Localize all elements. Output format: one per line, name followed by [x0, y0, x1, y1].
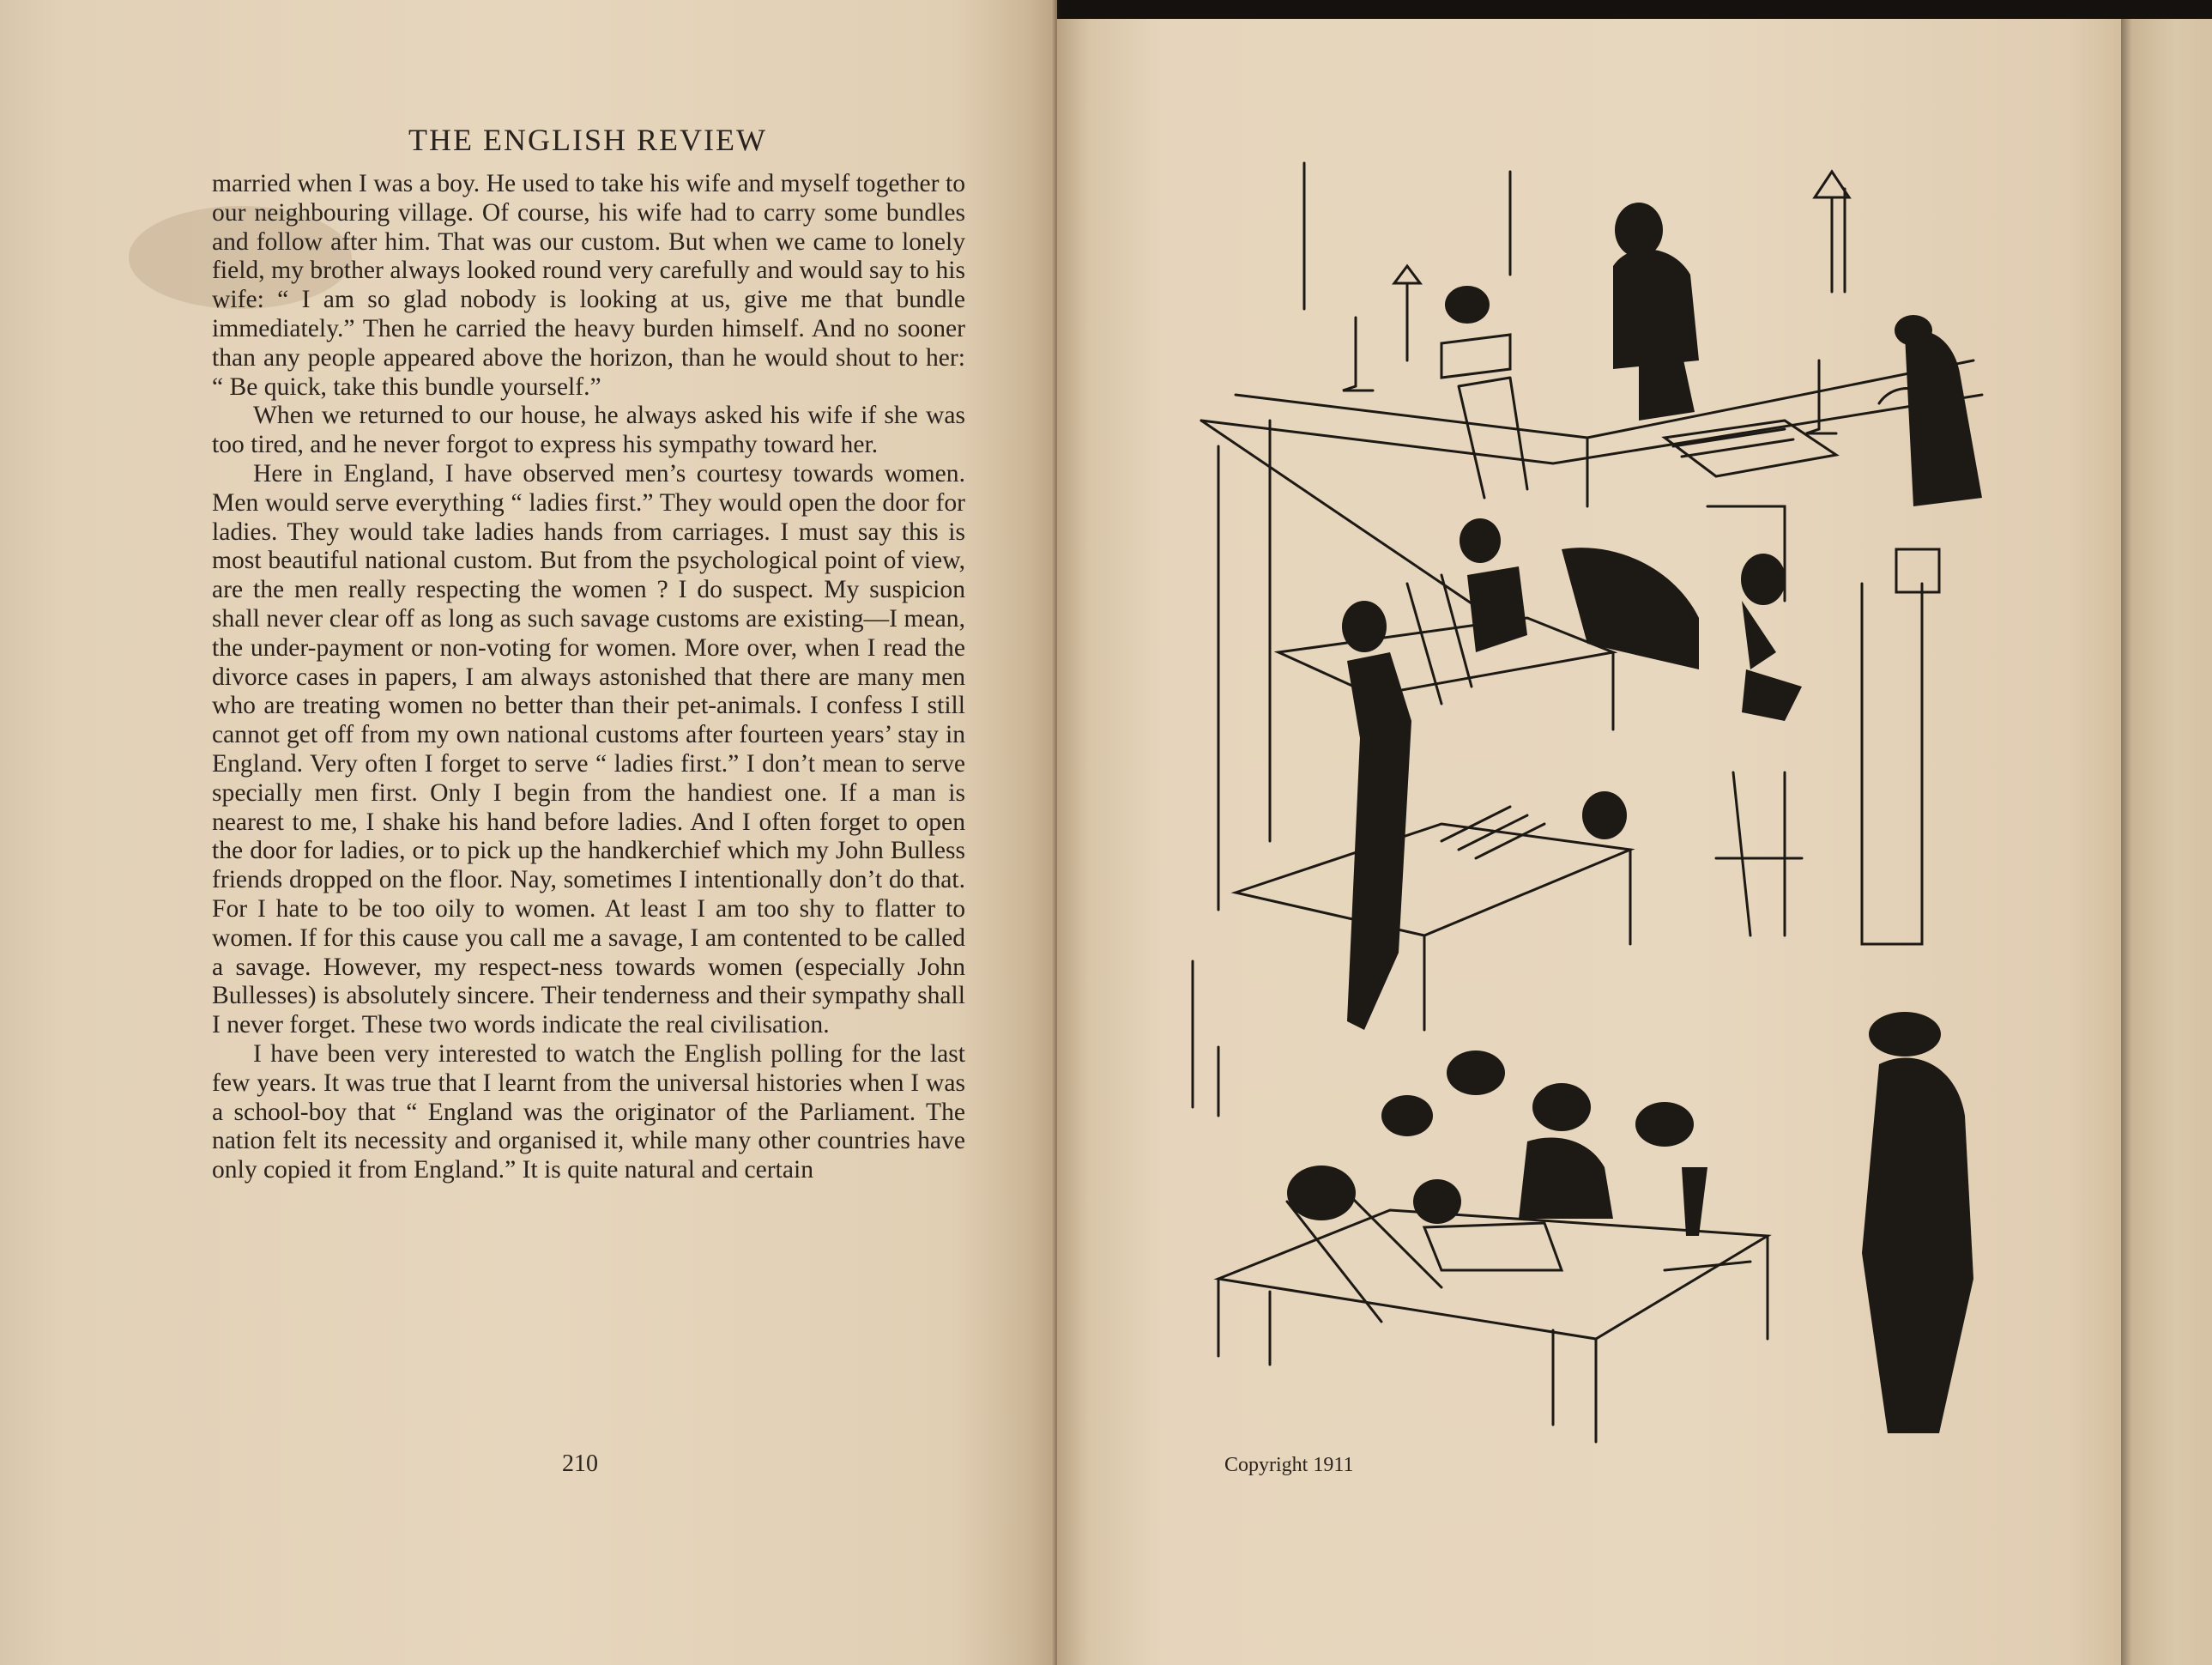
body-text	[212, 170, 965, 1185]
next-page-edge	[2121, 19, 2212, 1665]
paragraph: Here in England, I have observed men’s courtesy towards women. Men would serve everything “ ladies first.” They would open the door for ladies. They would take ladies hands from carriages. I must say this is most beautiful national custom. But from the psychological point of view, are the men really respecting the women ? I do suspect. My suspicion shall never clear off as long as such savage customs are existing—I mean, the under-payment or non-voting for women. More over, when I read the divorce cases in papers, I am always astonished that there are many men who are treating women no better than their pet-animals. I confess I still cannot get off from my own national customs after fourteen years’ stay in England. Very often I forget to serve “ ladies first.” I don’t mean to serve specially men first. Only I begin from the handiest one. If a man is nearest to me, I shake his hand before ladies. And I often forget to open the door for ladies, or to pick up the handkerchief which my John Bulless friends dropped on the floor. Nay, sometimes I intentionally don’t do that. For I hate to be too oily to women. At least I am too shy to flatter to women. If for this cause you call me a savage, I am contented to be called a savage. However, my respect-ness towards women (especially John Bullesses) is absolutely sincere. Their tenderness and their sympathy shall I never forget. These two words indicate the real civilisation.	[212, 459, 965, 1039]
paragraph: I have been very interested to watch the English polling for the last few years. It was true that I learnt from the universal histories when I was a school-boy that “ England was the originator of the Parliament. The nation felt its necessity and organised it, while many other countries have only copied it from England.” It is quite natural and certain	[212, 1039, 965, 1184]
paragraph: When we returned to our house, he always asked his wife if she was too tired, and he never forgot to express his sympathy toward her.	[212, 402, 965, 459]
office-workers-illustration	[1184, 137, 1999, 1450]
left-page	[0, 0, 1057, 1665]
page-number: 210	[562, 1450, 598, 1477]
illustration-caption: Copyright 1911	[1224, 1454, 1354, 1476]
paragraph: married when I was a boy. He used to take his wife and myself together to our neighbouring village. Of course, his wife had to carry some bundles and follow after him. That was our custom. But when we came to lonely field, my brother always looked round very carefully and would say to his wife: “ I am so glad nobody is looking at us, give me that bundle immediately.” Then he carried the heavy burden himself. And no sooner than any people appeared above the horizon, than he would shout to her: “ Be quick, take this bundle yourself.”	[212, 170, 965, 401]
running-head: THE ENGLISH REVIEW	[408, 123, 767, 157]
